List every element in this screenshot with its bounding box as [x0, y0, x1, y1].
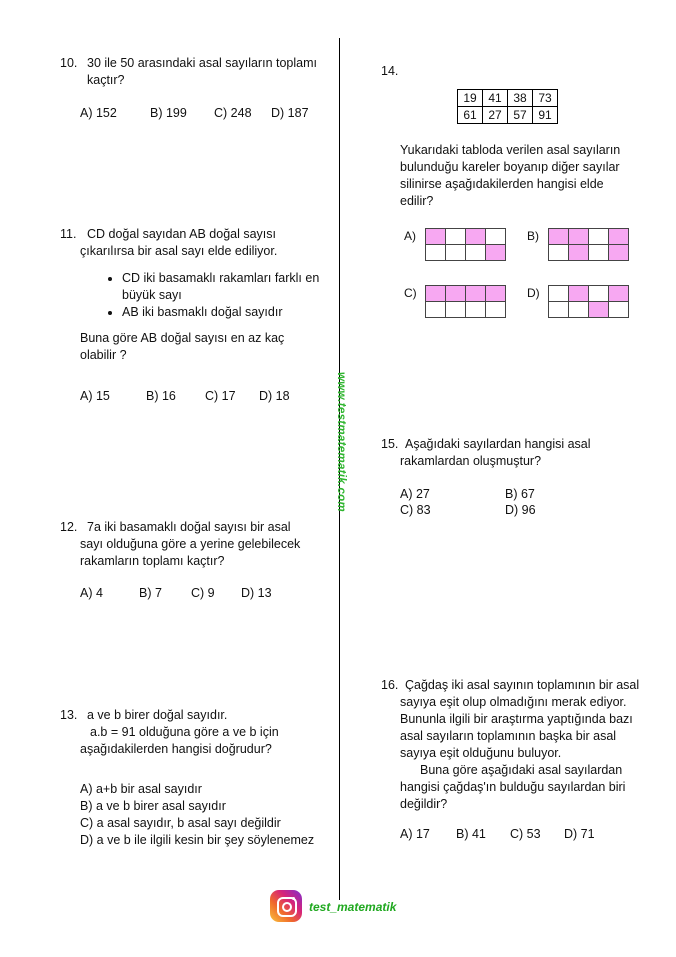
option-a[interactable]: A) 152: [80, 106, 117, 120]
question-text: sayıya eşit olup olmadığını merak ediyor.: [400, 695, 627, 709]
question-text: aşağıdakilerden hangisi doğrudur?: [80, 742, 272, 756]
table-cell: 61: [458, 107, 483, 124]
grid-cell-empty: [589, 286, 609, 302]
option-c[interactable]: C) 53: [510, 827, 541, 841]
question-number: 16.: [381, 678, 399, 692]
option-b[interactable]: B) 16: [146, 389, 176, 403]
grid-cell-empty: [549, 302, 569, 318]
grid-cell-empty: [466, 245, 486, 261]
question-number: 14.: [381, 64, 399, 78]
grid-cell-empty: [446, 245, 466, 261]
option-a[interactable]: A) 27: [400, 487, 430, 501]
table-row: [458, 90, 558, 107]
question-text: çıkarılırsa bir asal sayı elde ediliyor.: [80, 244, 278, 258]
question-text: Aşağıdaki sayılardan hangisi asal: [405, 437, 591, 451]
option-c-label[interactable]: C): [404, 286, 417, 300]
question-text: CD doğal sayıdan AB doğal sayısı: [87, 227, 277, 241]
option-d-label[interactable]: D): [527, 286, 540, 300]
option-b[interactable]: B) 67: [505, 487, 535, 501]
grid-cell-filled: [609, 286, 629, 302]
grid-cell-empty: [426, 302, 446, 318]
grid-cell-filled: [569, 286, 589, 302]
question-text: Bununla ilgili bir araştırma yaptığında bazı: [400, 712, 633, 726]
grid-cell-empty: [486, 302, 506, 318]
question-text: sayıya eşit olduğunu buluyor.: [400, 746, 562, 760]
grid-cell-filled: [549, 229, 569, 245]
question-text: rakamlardan oluşmuştur?: [400, 454, 542, 468]
question-text: Buna göre aşağıdaki asal sayılardan: [420, 763, 623, 777]
grid-cell-filled: [486, 286, 506, 302]
question-text: Çağdaş iki asal sayının toplamının bir asal: [405, 678, 640, 692]
grid-cell-filled: [569, 245, 589, 261]
grid-cell-empty: [549, 286, 569, 302]
number-table: [457, 89, 558, 124]
grid-cell-filled: [589, 302, 609, 318]
grid-cell-empty: [426, 245, 446, 261]
option-a[interactable]: A) 4: [80, 586, 103, 600]
watermark: www.testmatematik.com: [335, 371, 347, 513]
option-a[interactable]: A) a+b bir asal sayıdır: [80, 782, 202, 796]
option-d[interactable]: D) 96: [505, 503, 536, 517]
question-text: sayı olduğuna göre a yerine gelebilecek: [80, 537, 301, 551]
question-text: rakamların toplamı kaçtır?: [80, 554, 225, 568]
question-number: 12.: [60, 520, 78, 534]
condition-list: [80, 270, 319, 321]
table-cell: 73: [533, 90, 558, 107]
question-text: 30 ile 50 arasındaki asal sayıların toplamı: [87, 56, 317, 70]
option-d[interactable]: D) 71: [564, 827, 595, 841]
list-item: • AB iki basmaklı doğal sayıdır: [122, 304, 319, 321]
question-number: 15.: [381, 437, 399, 451]
grid-cell-empty: [549, 245, 569, 261]
table-cell: 41: [483, 90, 508, 107]
option-c[interactable]: C) 17: [205, 389, 236, 403]
grid-cell-empty: [609, 302, 629, 318]
grid-cell-empty: [569, 302, 589, 318]
table-cell: 27: [483, 107, 508, 124]
option-d[interactable]: D) 18: [259, 389, 290, 403]
grid-cell-filled: [569, 229, 589, 245]
question-text: hangisi çağdaş'ın bulduğu sayılardan biri: [400, 780, 626, 794]
option-c-grid[interactable]: [425, 285, 506, 318]
option-b-grid[interactable]: [548, 228, 629, 261]
question-text: 7a iki basamaklı doğal sayısı bir asal: [87, 520, 291, 534]
grid-cell-filled: [486, 245, 506, 261]
option-b[interactable]: B) 41: [456, 827, 486, 841]
instagram-handle[interactable]: test_matematik: [309, 900, 397, 914]
option-b[interactable]: B) a ve b birer asal sayıdır: [80, 799, 226, 813]
grid-cell-empty: [466, 302, 486, 318]
list-item: • CD iki basamaklı rakamları farklı en büyük sayı: [122, 270, 319, 304]
table-cell: 19: [458, 90, 483, 107]
question-text: asal sayıların toplamının başka bir asal: [400, 729, 617, 743]
question-number: 10.: [60, 56, 78, 70]
grid-cell-filled: [466, 229, 486, 245]
answer-options: [80, 586, 272, 600]
question-number: 13.: [60, 708, 78, 722]
grid-cell-empty: [446, 229, 466, 245]
grid-cell-filled: [446, 286, 466, 302]
question-13: [60, 707, 279, 758]
option-c[interactable]: C) a asal sayıdır, b asal sayı değildir: [80, 816, 281, 830]
question-12: [60, 519, 300, 570]
table-cell: 38: [508, 90, 533, 107]
question-number: 11.: [60, 227, 77, 241]
table-cell: 91: [533, 107, 558, 124]
answer-options: [400, 827, 595, 841]
option-a-label[interactable]: A): [404, 229, 416, 243]
grid-cell-filled: [426, 229, 446, 245]
option-c[interactable]: C) 248: [214, 106, 252, 120]
option-a-grid[interactable]: [425, 228, 506, 261]
question-prompt: Buna göre AB doğal sayısı en az kaç olabilir ?: [80, 331, 285, 362]
question-15: [381, 436, 591, 470]
table-row: [458, 107, 558, 124]
grid-cell-filled: [426, 286, 446, 302]
table-cell: 57: [508, 107, 533, 124]
answer-options: [80, 106, 309, 120]
question-text: Yukarıdaki tabloda verilen asal sayıların bulunduğu kareler boyanıp diğer sayılar silinirse aşağıdakilerden hangisi elde edilir?: [400, 143, 621, 208]
option-d[interactable]: D) a ve b ile ilgili kesin bir şey söylenemez: [80, 833, 315, 847]
option-d-grid[interactable]: [548, 285, 629, 318]
grid-cell-filled: [609, 229, 629, 245]
option-d[interactable]: D) 187: [271, 106, 309, 120]
question-10: [60, 55, 317, 89]
grid-cell-empty: [486, 229, 506, 245]
question-text: a ve b birer doğal sayıdır.: [87, 708, 228, 722]
question-16: [381, 677, 639, 813]
option-a[interactable]: A) 15: [80, 389, 110, 403]
question-text: kaçtır?: [87, 73, 125, 87]
grid-cell-empty: [589, 229, 609, 245]
option-b-label[interactable]: B): [527, 229, 539, 243]
answer-options: [400, 486, 600, 518]
instagram-icon[interactable]: [270, 890, 302, 922]
question-text: değildir?: [400, 797, 448, 811]
question-text: a.b = 91 olduğuna göre a ve b için: [90, 725, 279, 739]
answer-options: [80, 781, 314, 849]
option-b[interactable]: B) 199: [150, 106, 187, 120]
option-c[interactable]: C) 9: [191, 586, 215, 600]
option-b[interactable]: B) 7: [139, 586, 162, 600]
grid-cell-empty: [446, 302, 466, 318]
option-c[interactable]: C) 83: [400, 503, 431, 517]
grid-cell-filled: [466, 286, 486, 302]
answer-options: [80, 389, 290, 403]
grid-cell-filled: [609, 245, 629, 261]
grid-cell-empty: [589, 245, 609, 261]
option-a[interactable]: A) 17: [400, 827, 430, 841]
option-d[interactable]: D) 13: [241, 586, 272, 600]
question-11: [60, 226, 277, 260]
